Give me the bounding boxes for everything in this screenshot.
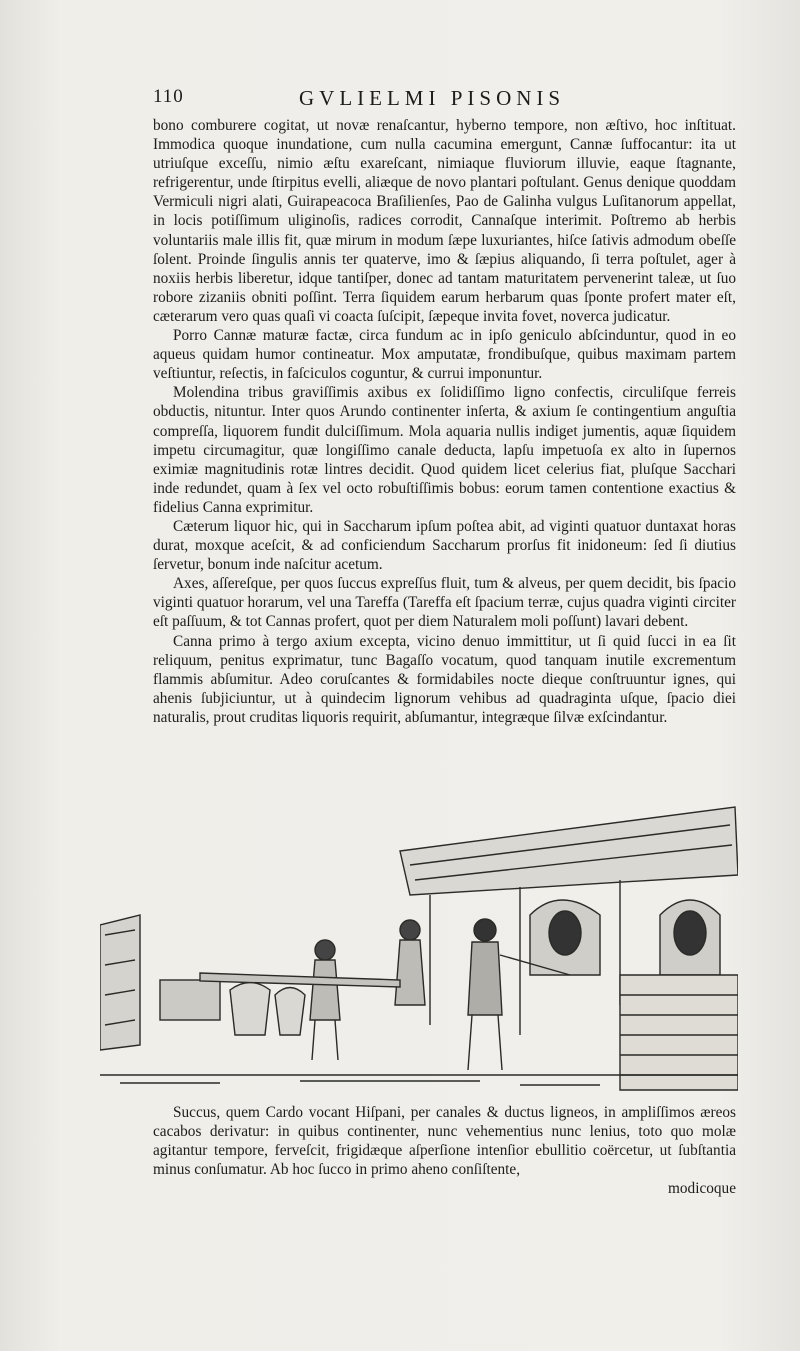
furnace-opening-1 [549, 911, 581, 955]
paragraph-1: bono comburere cogitat, ut novæ renaſcantur, hyberno tempore, non æſtivo, hoc inſtituat. Immodica quoque inundatione, cum nulla cacumina emergunt, Cannæ ſuffocantur: ita ut utriuſque exceſſu, nimio æſtu exareſcant, nimiaque fluviorum illuvie, eaque ſtagnante, refrigerentur, unde ſtirpitus evelli, aliæque de novo plantari poſtulant. Genus denique quoddam Vermiculi nigri alati, Guirapeacoca Braſilienſes, Pao de Galinha vulgus Luſitanorum appellat, in locis potiſſimum uliginoſis, radices corrodit, Cannaſque interimit. Poſtremo ab herbis voluntariis male illis fit, quæ mirum in modum ſæpe luxuriantes, hiſce ſativis admodum obeſſe ſolent. Proinde ſingulis annis ter quaterve, imo & ſæpius aliquando, ſi terra poſtulet, ager à noxiis herbis liberetur, idque tantiſper, donec ad tantam maturitatem pervenerint taleæ, ut ſuo robore zizaniis obniti poſſint. Terra ſiquidem earum herbarum quas ſponte profert mater eſt, cæterarum vero quas quaſi vi coacta ſuſcipit, ſæpeque invita fovet, noverca judicatur. [153, 117, 736, 325]
paragraph-5: Axes, aſſereſque, per quos ſuccus expreſſus fluit, tum & alveus, per quem decidit, bis ſpacio viginti quatuor horarum, vel una Tareffa (Tareffa eſt ſpacium terræ, cujus quadra viginti circiter eſt paſſuum, & tot Cannas profert, quot per diem Naturalem moli poſſunt) lavari debent. [153, 575, 736, 631]
figure-legs-3 [468, 1015, 502, 1070]
sugar-cone-2 [275, 988, 305, 1036]
sugar-cone-1 [230, 983, 270, 1036]
body-text-top [153, 116, 736, 727]
catchword: modicoque [668, 1180, 736, 1198]
sugar-mill-woodcut [100, 805, 738, 1091]
paragraph-4: Cæterum liquor hic, qui in Saccharum ipſum poſtea abit, ad viginti quatuor duntaxat horas durat, moxque aceſcit, & ad conficiendum Saccharum prorſus fit inidoneum: ſed ſi diutius ſervetur, bonum inde naſcitur acetum. [153, 517, 736, 574]
furnace-opening-2 [674, 911, 706, 955]
trough [200, 973, 400, 987]
paragraph-2: Porro Cannæ maturæ factæ, circa fundum ac in ipſo geniculo abſcinduntur, quod in eo aqueus quidam humor contineatur. Mox amputatæ, frondibuſque, quibus maximam partem veſtiuntur, reſectis, in faſciculos coguntur, & currui imponuntur. [153, 327, 736, 383]
vat-left [160, 980, 220, 1020]
woodcut-drawing [100, 805, 738, 1091]
running-title: GVLIELMI PISONIS [299, 86, 566, 110]
masonry [620, 975, 738, 1090]
page-number: 110 [153, 86, 184, 107]
figure-body-2 [395, 940, 425, 1005]
figure-legs-1 [312, 1020, 338, 1060]
figure-body-1 [310, 960, 340, 1020]
figure-body-3 [468, 942, 502, 1015]
body-text-bottom [153, 1103, 736, 1198]
roof [400, 807, 738, 895]
figure-head-1 [315, 940, 335, 960]
paragraph-3: Molendina tribus graviſſimis axibus ex ſolidiſſimo ligno confectis, circuliſque ferreis obductis, nituntur. Inter quos Arundo continenter inſerta, & axium ſe contingentium anguſtia compreſſa, liquorem fundit dulciſſimum. Mola aquaria nullis indiget jumentis, aquæ ſiquidem impetu circumagitur, quæ longiſſimo canale deducta, lapſu impetuoſa ex alto in ſupernos eximiæ magnitudinis rotæ lintres decidit. Quod quidem licet celerius fiat, pluſque Sacchari inde redundet, quam à ſex vel octo robuſtiſſimis bobus: eorum tamen contentione exactius & fidelius Canna exprimitur. [153, 384, 736, 516]
figure-head-2 [400, 920, 420, 940]
paragraph-7: Succus, quem Cardo vocant Hiſpani, per canales & ductus ligneos, in ampliſſimos æreos cacabos derivatur: in quibus continenter, nunc vehementius nunc lenius, toto quo molæ agitantur tempore, ferveſcit, frigidæque aſperſione intenſior ebullitio coërcetur, ut ſubſtantia minus conſumatur. Ab hoc ſucco in primo aheno conſiſtente, [153, 1104, 736, 1179]
page-header [153, 86, 743, 116]
paragraph-6: Canna primo à tergo axium excepta, vicino denuo immittitur, ut ſi quid ſucci in ea ſit reliquum, penitus exprimatur, tunc Bagaſſo vocatum, quod tanquam inutile excrementum flammis abſumitur. Adeo coruſcantes & formidabiles nocte dieque conſtruuntur ignes, qui ahenis ſubjiciuntur, ut à quindecim lignorum vehibus ad quadraginta uſque, ſpacio diei naturalis, prout cruditas liquoris requirit, abſumantur, integræque ſilvæ exſcindantur. [153, 632, 736, 726]
figure-head-3 [474, 919, 496, 941]
ground-hatching [120, 1081, 600, 1085]
